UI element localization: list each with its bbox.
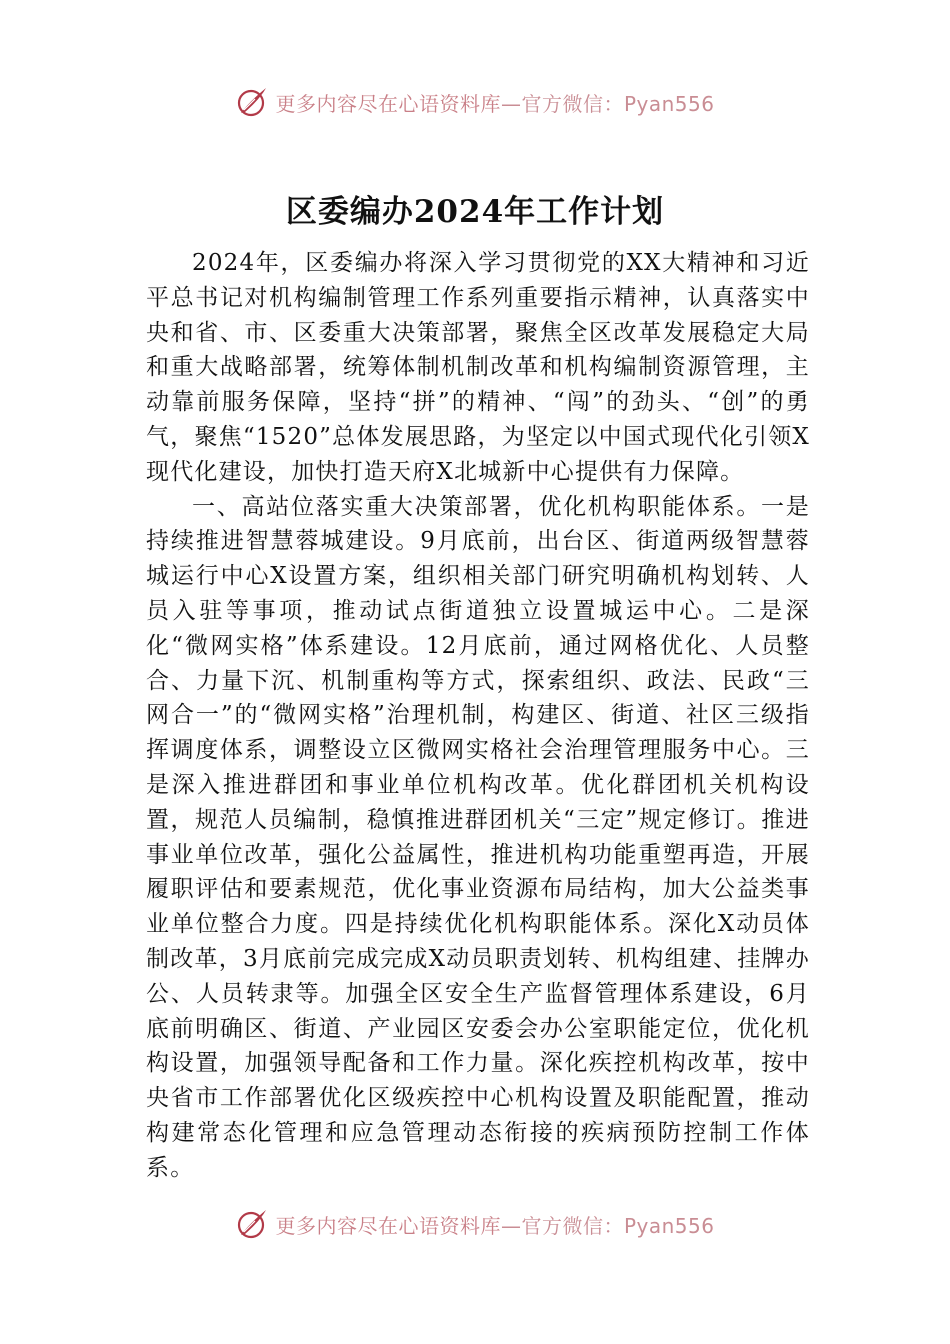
watermark-main-text: 更多内容尽在心语资料库 — [275, 1213, 501, 1238]
watermark-footer — [0, 1204, 950, 1244]
quill-logo-icon — [235, 1207, 269, 1241]
watermark-main-text: 更多内容尽在心语资料库 — [275, 91, 501, 116]
document-body — [146, 246, 810, 1186]
watermark-header — [0, 82, 950, 122]
watermark-wechat-text: —官方微信：Pyan556 — [500, 1213, 715, 1238]
watermark-text — [275, 1210, 714, 1239]
paragraph: 一、高站位落实重大决策部署，优化机构职能体系。一是持续推进智慧蓉城建设。9月底前，出台区、街道两级智慧蓉城运行中心X设置方案，组织相关部门研究明确机构划转、人员入驻等事项，推动试点街道独立设置城运中心。二是深化“微网实格”体系建设。12月底前，通过网格优化、人员整合、力量下沉、机制重构等方式，探索组织、政法、民政“三网合一”的“微网实格”治理机制，构建区、街道、社区三级指挥调度体系，调整设立区微网实格社会治理管理服务中心。三是深入推进群团和事业单位机构改革。优化群团机关机构设置，规范人员编制，稳慎推进群团机关“三定”规定修订。推进事业单位改革，强化公益属性，推进机构功能重塑再造，开展履职评估和要素规范，优化事业资源布局结构，加大公益类事业单位整合力度。四是持续优化机构职能体系。深化X动员体制改革，3月底前完成完成X动员职责划转、机构组建、挂牌办公、人员转隶等。加强全区安全生产监督管理体系建设，6月底前明确区、街道、产业园区安委会办公室职能定位，优化机构设置，加强领导配备和工作力量。深化疾控机构改革，按中央省市工作部署优化区级疾控中心机构设置及职能配置，推动构建常态化管理和应急管理动态衔接的疾病预防控制工作体系。 — [146, 493, 810, 1181]
document-title: 区委编办2024年工作计划 — [285, 194, 665, 230]
watermark-text — [275, 88, 714, 117]
watermark-wechat-text: —官方微信：Pyan556 — [500, 91, 715, 116]
quill-logo-icon — [235, 85, 269, 119]
paragraph: 2024年，区委编办将深入学习贯彻党的XX大精神和习近平总书记对机构编制管理工作系列重要指示精神，认真落实中央和省、市、区委重大决策部署，聚焦全区改革发展稳定大局和重大战略部署，统筹体制机制改革和机构编制资源管理，主动靠前服务保障，坚持“拼”的精神、“闯”的劲头、“创”的勇气，聚焦“1520”总体发展思路，为坚定以中国式现代化引领X现代化建设，加快打造天府X北城新中心提供有力保障。 — [146, 250, 810, 485]
